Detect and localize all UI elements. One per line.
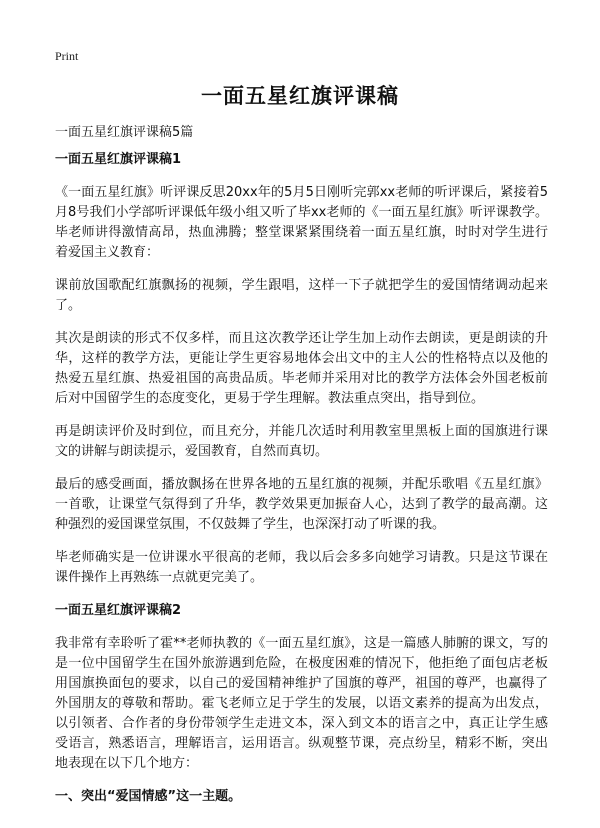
section-1-paragraph-3: 其次是朗读的形式不仅多样，而且这次教学还让学生加上动作去朗读，更是朗读的升华，这样的教学方法，更能让学生更容易地体会出文中的主人公的性格特点以及他的热爱五星红旗、热爱祖国的高贵品质。毕老师并采用对比的教学方法体会外国老板前后对中国留学生的态度变化，更易于学生理解。教法重点突出，指导到位。	[55, 331, 548, 406]
section-1-paragraph-4: 再是朗读评价及时到位，而且充分，并能几次适时利用教室里黑板上面的国旗进行课文的讲解与朗读提示，爱国教育，自然而真切。	[55, 424, 548, 459]
section-1-paragraph-1: 《一面五星红旗》听评课反思20xx年的5月5日刚听完郭xx老师的听评课后，紧接着5月8号我们小学部听评课低年级小组又听了毕xx老师的《一面五星红旗》听评课教学。毕老师讲得激情高昂，热血沸腾；整堂课紧紧围绕着一面五星红旗，时时对学生进行着爱国主义教育：	[55, 185, 548, 260]
section-1-paragraph-2: 课前放国歌配红旗飘扬的视频，学生跟唱，这样一下子就把学生的爱国情绪调动起来了。	[55, 278, 548, 313]
document-title: 一面五星红旗评课稿	[201, 84, 399, 108]
section-1-paragraph-6: 毕老师确实是一位讲课水平很高的老师，我以后会多多向她学习请教。只是这节课在课件操作上再熟练一点就更完美了。	[55, 550, 548, 585]
section-2-paragraph-1: 我非常有幸聆听了霍**老师执教的《一面五星红旗》，这是一篇感人肺腑的课文，写的是一位中国留学生在国外旅游遇到危险，在极度困难的情况下，他拒绝了面包店老板用国旗换面包的要求，以自己的爱国精神维护了国旗的尊严，祖国的尊严，也赢得了外国朋友的尊敬和帮助。霍飞老师立足于学生的发展，以语文素养的提高为出发点，以引领者、合作者的身份带领学生走进文本，深入到文本的语言之中，真正让学生感受语言，熟悉语言，理解语言，运用语言。纵观整节课，亮点纷呈，精彩不断，突出地表现在以下几个地方：	[55, 636, 548, 771]
section-heading-2: 一面五星红旗评课稿2	[55, 603, 182, 618]
document-content	[55, 150, 548, 807]
document-subtitle: 一面五星红旗评课稿5篇	[55, 125, 194, 140]
section-2-point-1: 一、突出“爱国情感”这一主题。	[55, 789, 242, 804]
section-1-paragraph-5: 最后的感受画面，播放飘扬在世界各地的五星红旗的视频，并配乐歌唱《五星红旗》一首歌，让课堂气氛得到了升华，教学效果更加振奋人心，达到了教学的最高潮。这种强烈的爱国课堂氛围，不仅鼓舞了学生，也深深打动了听课的我。	[55, 477, 548, 532]
section-heading-1: 一面五星红旗评课稿1	[55, 152, 182, 167]
print-label[interactable]: Print	[55, 49, 79, 63]
